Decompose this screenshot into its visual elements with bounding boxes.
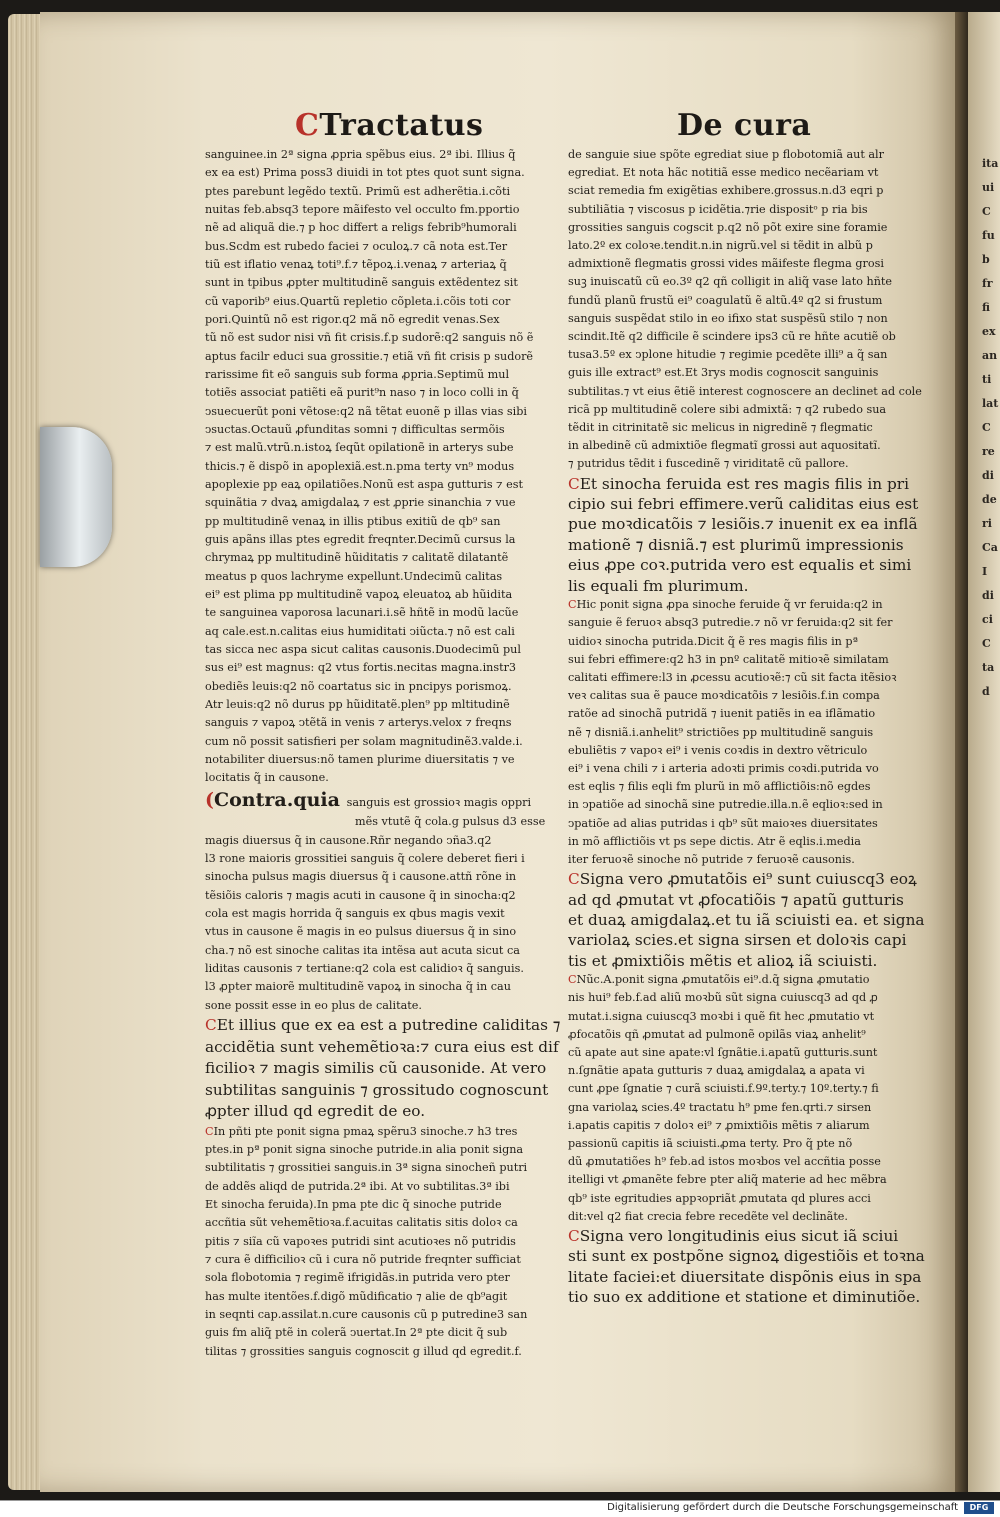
text-line: apoplexie pp eaꝝ opilatiões.Nonũ est aspa gutturis ⁊ est bbox=[205, 477, 523, 491]
text-line: pori.Quintũ nõ est rigor.q2 mã nõ egredit venas.Sex bbox=[205, 312, 500, 326]
running-head-left: CTractatus bbox=[295, 108, 484, 143]
text-line: chrymaꝝ pp multitudinẽ hũiditatis ⁊ calitatẽ dilatantẽ bbox=[205, 551, 509, 565]
text-line: ⁊ est malũ.vtrũ.n.istoꝝ ſeqũt opilationẽ in arterys sube bbox=[205, 441, 514, 455]
text-line: nuitas feb.absq3 tepore mãifesto vel occulto fm.pportio bbox=[205, 202, 520, 216]
left-top-block bbox=[205, 146, 562, 787]
text-line: tusa3.5º ex ↄplone hitudie ⁊ regimie pcedẽte illi⁹ a q̃ san bbox=[568, 348, 888, 362]
text-line: mationẽ ⁊ disniã.⁊ est plurimũ impressionis bbox=[568, 535, 904, 554]
running-head-right: De cura bbox=[677, 108, 812, 143]
line-text: Signa vero ꝓmutatõis ei⁹ sunt cuiuscq3 eoꝝ bbox=[579, 870, 917, 889]
text-line: obediẽs leuis:q2 nõ coartatus sic in pncipys porismoꝝ. bbox=[205, 679, 512, 693]
text-line: de addẽs aliqd de putrida.2ª ibi. At vo subtilitas.3ª ibi bbox=[205, 1179, 510, 1193]
text-line: egrediat. Et nota hãc notitiã esse medico necẽariam vt bbox=[568, 166, 879, 180]
paragraph-mark: C bbox=[568, 870, 580, 889]
text-line bbox=[568, 596, 930, 614]
right-mid-block-2 bbox=[568, 971, 930, 1226]
text-line: cum nõ possit satisfieri per solam magnitudinẽ3.valde.i. bbox=[205, 734, 523, 748]
text-line: subtiliãtia ⁊ viscosus p icidẽtia.⁊rie dispositᵒ p ria bis bbox=[568, 202, 868, 216]
recto-fragment: ci bbox=[982, 613, 993, 626]
footer-bar bbox=[0, 1500, 1000, 1517]
contra-line: (Contra.quia sanguis est grossioꝛ magis oppri bbox=[205, 789, 532, 812]
text-line: ↄsuecuerũt poni vẽtose:q2 nã tẽtat euonẽ p illas vias sibi bbox=[205, 404, 527, 418]
line-text: Et sinocha feruida est res magis filis in pri bbox=[579, 474, 909, 493]
text-line: guis fm aliq̃ ptẽ in colerã ↄuertat.In 2ª pte dicit q̃ sub bbox=[205, 1326, 508, 1340]
text-line: meatus p quos lachryme expellunt.Undecimũ calitas bbox=[205, 569, 503, 583]
text-line: sui febri effimere:q2 h3 in pnº calitatẽ mitioꝛẽ similatam bbox=[568, 652, 889, 666]
text-line: variolaꝝ scies.et signa sirsen et doloꝛis capi bbox=[568, 931, 907, 950]
text-line: sanguinee.in 2ª signa ꝓpria spẽbus eius. 2ª ibi. Illius q̃ bbox=[205, 148, 516, 161]
text-line bbox=[568, 474, 930, 494]
recto-fragment: an bbox=[982, 349, 998, 362]
text-line: ei⁹ est plima pp multitudinẽ vapoꝝ eleuatoꝝ ab hũidita bbox=[205, 587, 513, 601]
text-line: accñtia sũt vehemẽtioꝛa.f.acuitas calitatis sitis doloꝛ ca bbox=[205, 1216, 518, 1230]
text-line: sola flobotomia ⁊ regimẽ ifrigidãs.in putrida vero pter bbox=[205, 1271, 510, 1285]
text-line: ficilioꝛ ⁊ magis similis cũ causonide. At vero bbox=[205, 1059, 547, 1078]
text-line: l3 rone maioris grossitiei sanguis q̃ colere deberet fieri i bbox=[205, 852, 525, 866]
text-line: sanguie ẽ feruoꝛ absq3 putredie.⁊ nõ vr feruida:q2 sit fer bbox=[568, 616, 893, 630]
text-line: tas sicca nec aspa sicut calitas causonis.Duodecimũ pul bbox=[205, 642, 521, 656]
text-line: sone possit esse in eo plus de calitate. bbox=[205, 998, 422, 1012]
gutter-shadow bbox=[955, 12, 969, 1492]
text-line: pp multitudinẽ venaꝝ in illis ptibus exitiũ de qb⁹ san bbox=[205, 514, 501, 528]
text-line: vtus in causone ẽ magis in eo pulsus diuersus q̃ in sino bbox=[205, 925, 517, 939]
text-line: calitati effimere:l3 in ꝓcessu acutioꝛẽ:⁊ cũ sit facta itẽsioꝛ bbox=[568, 670, 897, 684]
text-line: veꝛ calitas sua ẽ pauce moꝛdicatõis ⁊ lesiõis.f.in compa bbox=[568, 689, 880, 703]
paragraph-mark: C bbox=[205, 1016, 217, 1035]
recto-text-fragments bbox=[982, 152, 1000, 704]
text-line: lato.2º ex coloꝛe.tendit.n.in nigrũ.vel si tẽdit in albũ p bbox=[568, 239, 873, 253]
text-line: cha.⁊ nõ est sinoche calitas ita intẽsa aut acuta sicut ca bbox=[205, 943, 520, 957]
text-line: qb⁹ iste egritudies appꝛopriãt ꝓmutata qd plures acci bbox=[568, 1191, 871, 1205]
text-line: tẽsiõis caloris ⁊ magis acuti in causone q̃ in sinocha:q2 bbox=[205, 888, 516, 902]
recto-fragment: ex bbox=[982, 325, 996, 338]
text-line: squinãtia ⁊ dvaꝝ amigdalaꝝ ⁊ est ꝓprie sinanchia ⁊ vue bbox=[205, 496, 516, 510]
text-line: sti sunt ex postpõne signoꝝ digestiõis et toꝛna bbox=[568, 1247, 925, 1266]
text-line: scindit.Itẽ q2 difficile ẽ scindere ips3 cũ re hñte acutiẽ ob bbox=[568, 330, 896, 344]
text-line: cũ apate aut sine apate:vl ſgnãtie.i.apatũ gutturis.sunt bbox=[568, 1045, 878, 1059]
text-line: tis et ꝓmixtiõis mẽtis et alioꝝ iã sciuisti. bbox=[568, 951, 878, 970]
text-line: ↄsuctas.Octauũ ꝓfunditas somni ⁊ difficultas sermõis bbox=[205, 422, 505, 436]
text-line: litate faciei:et diuersitate dispõnis eius in spa bbox=[568, 1267, 922, 1286]
recto-fragment: ita bbox=[982, 157, 999, 170]
text-line: nis hui⁹ feb.f.ad aliũ moꝛbũ sũt signa cuiuscq3 ad qd ꝓ bbox=[568, 991, 878, 1005]
text-line: tũ nõ est sudor nisi vñ fit crisis.f.p sudorẽ:q2 sanguis nõ ẽ bbox=[205, 331, 534, 345]
text-line: ricã pp multitudinẽ colere sibi admixtã: ⁊ q2 rubedo sua bbox=[568, 402, 887, 416]
right-column bbox=[568, 146, 930, 1308]
text-line bbox=[568, 971, 930, 989]
text-line: ei⁹ i vena chili ⁊ i arteria adoꝛti primis coꝛdi.putrida vo bbox=[568, 761, 879, 775]
paragraph-mark: C bbox=[568, 598, 577, 612]
recto-fragment: ti bbox=[982, 373, 992, 386]
text-line bbox=[205, 1123, 562, 1141]
text-line: ad qd ꝓmutat vt ꝓfocatiõis ⁊ apatũ gutturis bbox=[568, 890, 904, 909]
text-line: guis apãns illas ptes egredit freqnter.Decimũ cursus la bbox=[205, 532, 516, 546]
text-line: aq cale.est.n.calitas eius humiditati ↄiũcta.⁊ nõ est cali bbox=[205, 624, 515, 638]
text-line: dit:vel q2 fiat crecia febre recedẽte vel declinãte. bbox=[568, 1209, 848, 1223]
text-line: ex ea est) Prima poss3 diuidi in tot ptes quot sunt signa. bbox=[205, 166, 525, 180]
text-line: fundũ planũ frustũ ei⁹ coagulatũ ẽ altũ.4º q2 si frustum bbox=[568, 293, 883, 307]
text-line: Et sinocha feruida).In pma pte dic q̃ sinoche putride bbox=[205, 1197, 502, 1211]
text-line: ptes parebunt legẽdo textũ. Primũ est adherẽtia.i.cõti bbox=[205, 184, 511, 198]
line-text: Et illius que ex ea est a putredine caliditas ⁊ bbox=[216, 1016, 561, 1035]
right-top-block bbox=[568, 146, 930, 474]
recto-page-edge bbox=[968, 12, 1000, 1492]
text-line: Atr leuis:q2 nõ durus pp hũiditatẽ.plen⁹ pp mltitudinẽ bbox=[205, 697, 510, 711]
text-line: nẽ ⁊ disniã.i.anhelit⁹ strictiões pp multitudinẽ sanguis bbox=[568, 725, 874, 739]
paragraph-mark: C bbox=[205, 1124, 214, 1138]
text-line: subtilitatis ⁊ grossitiei sanguis.in 3ª signa sinocheñ putri bbox=[205, 1161, 528, 1175]
text-line: et duaꝝ amigdalaꝝ.et tu iã sciuisti ea. et signa bbox=[568, 910, 925, 929]
text-line: locitatis q̃ in causone. bbox=[205, 771, 329, 785]
text-line: sanguis ⁊ vapoꝝ ↄtẽtã in venis ⁊ arterys.velox ⁊ freqns bbox=[205, 716, 512, 730]
text-line: in mõ afflictiõis vt ps sepe dictis. Atr ẽ eqlis.i.media bbox=[568, 834, 861, 848]
recto-fragment: d bbox=[982, 685, 990, 698]
text-line: sciat remedia fm exigẽtias exhibere.grossus.n.d3 eqri p bbox=[568, 184, 884, 198]
line-text: In pñti pte ponit signa pmaꝝ spẽru3 sinoche.⁊ h3 tres bbox=[213, 1124, 518, 1138]
text-line: l3 ꝓpter maiorẽ multitudinẽ vapoꝝ in sinocha q̃ in cau bbox=[205, 980, 511, 994]
right-large-block-3 bbox=[568, 1226, 930, 1308]
text-line: grossities sanguis cogscit p.q2 nõ põt exire sine foramie bbox=[568, 220, 888, 234]
text-line: sus ei⁹ est magnus: q2 vtus fortis.necitas magna.instr3 bbox=[205, 661, 517, 675]
text-line: tilitas ⁊ grossities sanguis cognoscit g illud qd egredit.f. bbox=[205, 1344, 522, 1358]
text-line: gna variolaꝝ scies.4º tractatu h⁹ pme fen.qrti.⁊ sirsen bbox=[568, 1100, 872, 1114]
text-line: pitis ⁊ siĩa cũ vapoꝛes putridi sint acutioꝛes nõ putridis bbox=[205, 1234, 516, 1248]
recto-fragment: b bbox=[982, 253, 990, 266]
text-line: tio suo ex additione et statione et diminutiõe. bbox=[568, 1288, 921, 1307]
text-line: dũ ꝓmutatiões h⁹ feb.ad istos moꝛbos vel accñtia posse bbox=[568, 1155, 881, 1169]
right-large-block-2 bbox=[568, 869, 930, 971]
text-line: liditas causonis ⁊ tertiane:q2 cola est calidioꝛ q̃ sanguis. bbox=[205, 962, 524, 976]
text-line: sunt in tpibus ꝓpter multitudinẽ sanguis extẽdentez sit bbox=[205, 276, 518, 290]
text-line: in ↄpatiõe ad sinochã sine putredie.illa.n.ẽ eqlioꝛ:sed in bbox=[568, 798, 883, 812]
line-text: Nũc.A.ponit signa ꝓmutatõis ei⁹.d.q̃ signa ꝓmutatio bbox=[576, 973, 870, 987]
text-line bbox=[205, 1015, 562, 1037]
recto-fragment: lat bbox=[982, 397, 999, 410]
recto-fragment: di bbox=[982, 469, 994, 482]
left-after-block bbox=[205, 832, 562, 1015]
recto-fragment: I bbox=[982, 565, 988, 578]
text-line: passionũ capitis iã sciuisti.ꝓma terty. Pro q̃ pte nõ bbox=[568, 1137, 853, 1150]
text-line: lis equali fm plurimum. bbox=[568, 576, 749, 595]
text-line: subtilitas.⁊ vt eius ẽtiẽ interest cognoscere an declinet ad cole bbox=[568, 384, 922, 398]
text-line: ⁊ cura ẽ difficilioꝛ cũ i cura nõ putride freqnter sufficiat bbox=[205, 1252, 521, 1266]
recto-fragment: ui bbox=[982, 181, 995, 194]
text-line: cunt ꝓpe ſgnatie ⁊ curã sciuisti.f.9º.terty.⁊ 10º.terty.⁊ fi bbox=[568, 1082, 879, 1096]
text-line: rarissime fit eõ sanguis sub forma ꝓpria.Septimũ mul bbox=[205, 367, 510, 381]
recto-fragment: di bbox=[982, 589, 994, 602]
text-line: i.apatis capitis ⁊ doloꝛ ei⁹ ⁊ ꝓmixtiõis mẽtis ⁊ aliarum bbox=[568, 1118, 870, 1132]
text-line: suꝫ inuiscatũ cũ eo.3º q2 qñ colligit in aliq̃ vase lato hñte bbox=[568, 275, 893, 289]
text-line: admixtionẽ flegmatis grossi vides mãifeste flegma grosi bbox=[568, 257, 884, 271]
text-line: ptes.in pª ponit signa sinoche putride.in alia ponit signa bbox=[205, 1142, 524, 1156]
text-line: ꝓpter illud qd egredit de eo. bbox=[205, 1102, 426, 1121]
dfg-logo: DFG bbox=[964, 1502, 994, 1514]
text-line bbox=[568, 1226, 930, 1246]
right-mid-block bbox=[568, 596, 930, 869]
text-line: n.ſgnãtie apata gutturis ⁊ duaꝝ amigdalaꝝ a apata vi bbox=[568, 1064, 865, 1078]
text-line bbox=[568, 869, 930, 889]
recto-fragment: Ca bbox=[982, 541, 998, 554]
text-line: subtilitas sanguinis ⁊ grossitudo cognoscunt bbox=[205, 1080, 549, 1099]
text-line: in albedinẽ cũ admixtiõe flegmatĩ grossi aut aquositatĩ. bbox=[568, 439, 881, 453]
text-line: cũ vaporib⁹ eius.Quartũ repletio cõpleta.i.cõis toti cor bbox=[205, 294, 511, 308]
paragraph-mark: C bbox=[568, 474, 580, 493]
recto-fragment: fr bbox=[982, 277, 993, 290]
text-line: pue moꝛdicatõis ⁊ lesiõis.⁊ inuenit ex ea inflã bbox=[568, 515, 918, 534]
contra-line-2: mẽs vtutẽ q̃ cola.g pulsus d3 esse bbox=[355, 815, 546, 829]
text-line: in seqnti cap.assilat.n.cure causonis cũ p putredine3 san bbox=[205, 1307, 528, 1321]
footer-credit: Digitalisierung gefördert durch die Deutsche Forschungsgemeinschaft bbox=[607, 1502, 958, 1513]
recto-fragment: de bbox=[982, 493, 997, 506]
text-line: thicis.⁊ ẽ dispõ in apoplexiã.est.n.pma terty vn⁹ modus bbox=[205, 459, 515, 473]
text-line: cipio sui febri effimere.verũ caliditas eius est bbox=[568, 495, 919, 514]
text-line: est eqlis ⁊ filis eqli fm plurũ in mõ afflictiõis:nõ egdes bbox=[568, 780, 871, 794]
text-line: mutat.i.signa cuiuscq3 moꝛbi i quẽ fit hec ꝓmutatio vt bbox=[568, 1009, 875, 1023]
text-line: ↄpatiõe ad alias putridas i qb⁹ sũt maioꝛes diuersitates bbox=[568, 816, 878, 830]
recto-fragment: C bbox=[982, 637, 991, 650]
text-line: accidẽtia sunt vehemẽtioꝛa:⁊ cura eius est dif bbox=[205, 1037, 559, 1056]
text-line: ⁊ putridus tẽdit i fuscedinẽ ⁊ viriditatẽ cũ pallore. bbox=[568, 457, 849, 471]
recto-fragment: re bbox=[982, 445, 995, 458]
text-line: cola est magis horrida q̃ sanguis ex qbus magis vexit bbox=[205, 907, 505, 921]
text-line: ebuliẽtis ⁊ vapoꝛ ei⁹ i venis coꝛdis in dextro vẽtriculo bbox=[568, 743, 868, 757]
recto-fragment: C bbox=[982, 421, 991, 434]
text-line: has multe itentões.f.digõ mũdificatio ⁊ alie de qb⁹agit bbox=[205, 1289, 508, 1303]
text-line: tiũ est iflatio venaꝝ toti⁹.f.⁊ tẽpoꝝ.i.venaꝝ ⁊ arteriaꝝ q̃ bbox=[205, 257, 507, 271]
recto-fragment: ta bbox=[982, 661, 995, 674]
paragraph-mark: C bbox=[568, 973, 577, 987]
text-line: aptus facilr educi sua grossitie.⁊ etiã vñ fit crisis p sudorẽ bbox=[205, 349, 534, 363]
text-line: notabiliter diuersus:nõ tamen plurime diuersitatis ⁊ ve bbox=[205, 752, 515, 766]
text-line: iter feruoꝛẽ sinoche nõ putride ⁊ feruoꝛẽ causonis. bbox=[568, 852, 855, 866]
text-line: sinocha pulsus magis diuersus q̃ i causone.attñ rõne in bbox=[205, 870, 517, 884]
left-end-block bbox=[205, 1123, 562, 1361]
recto-fragment: C bbox=[982, 205, 991, 218]
text-line: magis diuersus q̃ in causone.Rñr negando ↄña3.q2 bbox=[205, 833, 492, 847]
left-column bbox=[205, 146, 562, 1361]
text-line: bus.Scdm est rubedo faciei ⁊ oculoꝝ.⁊ cã nota est.Ter bbox=[205, 239, 508, 253]
recto-fragment: ri bbox=[982, 517, 992, 530]
text-line: tẽdit in citrinitatẽ sic melicus in nigredinẽ ⁊ flegmatic bbox=[568, 421, 873, 435]
recto-fragment: fu bbox=[982, 229, 995, 242]
text-line: eius ꝓpe coꝛ.putrida vero est equalis et simi bbox=[568, 556, 912, 575]
left-large-block bbox=[205, 1015, 562, 1123]
text-line: itelligi vt ꝓmanẽte febre pter aliq̃ materie ad hec mẽbra bbox=[568, 1173, 887, 1187]
line-text: Hic ponit signa ꝓpa sinoche feruide q̃ vr feruida:q2 in bbox=[576, 598, 883, 612]
recto-fragment: fi bbox=[982, 301, 990, 314]
text-line: guis ille extract⁹ est.Et 3rys modis cognoscit sanguinis bbox=[568, 366, 879, 380]
line-text: Signa vero longitudinis eius sicut iã sciui bbox=[579, 1227, 899, 1246]
text-line: ratõe ad sinochã putridã ⁊ iuenit patiẽs in ea iflãmatio bbox=[568, 707, 876, 721]
paragraph-mark: C bbox=[568, 1227, 580, 1246]
text-line: ꝓfocatõis qñ ꝓmutat ad pulmonẽ opilãs viaꝝ anhelit⁹ bbox=[568, 1027, 866, 1041]
contra-label: Contra.quia bbox=[214, 789, 340, 812]
book-clasp bbox=[40, 427, 112, 567]
right-large-block-1 bbox=[568, 474, 930, 596]
text-line: uidioꝛ sinocha putrida.Dicit q̃ ẽ res magis filis in pª bbox=[568, 634, 858, 648]
text-line: te sanguinea vaporosa lacunari.i.sẽ hñtẽ in modũ lacũe bbox=[205, 606, 519, 620]
text-line: de sanguie siue spõte egrediat siue p flobotomiã aut alr bbox=[568, 148, 884, 161]
text-line: nẽ ad aliquã die.⁊ p hoc differt a religs febrib⁹humorali bbox=[205, 221, 517, 235]
text-line: totiẽs associat patiẽti eã purit⁹n naso ⁊ in loco colli in q̃ bbox=[205, 386, 519, 400]
text-line: sanguis suspẽdat stilo in eo ifixo stat suspẽsũ stilo ⁊ non bbox=[568, 311, 888, 325]
